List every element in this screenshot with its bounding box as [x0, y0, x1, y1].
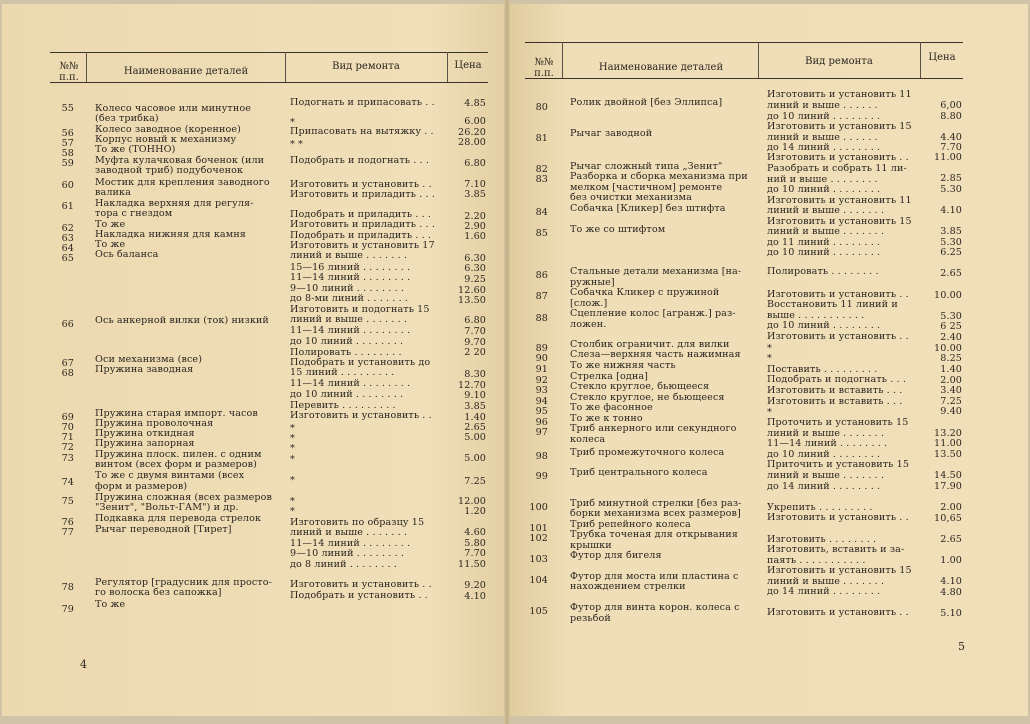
price-value: 1.40	[464, 412, 486, 423]
part-name: То же к тонно	[570, 413, 643, 424]
price-value: 3.40	[940, 385, 962, 396]
part-name: крышки	[570, 540, 612, 551]
repair-type: до 8-ми линий . . . . . . .	[290, 293, 409, 304]
repair-type: выше . . . . . . . . . . .	[767, 310, 865, 321]
repair-type: до 14 линий . . . . . . . .	[767, 586, 881, 597]
repair-type: Подогнать и припасовать . .	[290, 97, 435, 108]
row-number: 92	[535, 375, 548, 386]
row-number: 66	[61, 319, 74, 330]
repair-type: 11—14 линий . . . . . . . .	[290, 325, 411, 336]
row-number: 71	[61, 432, 74, 443]
repair-type: Изготовить и установить . .	[290, 579, 432, 590]
price-value: 5.30	[940, 237, 962, 248]
price-value: 1.60	[464, 231, 486, 242]
repair-type: до 14 линий . . . . . . . .	[767, 142, 881, 153]
price-value: 13.50	[458, 295, 486, 306]
repair-type: Подобрать и приладить . . .	[290, 209, 432, 220]
repair-type: до 10 линий . . . . . . . .	[767, 320, 881, 331]
row-number: 105	[529, 606, 548, 617]
part-name: [слож.]	[570, 298, 608, 309]
repair-type: Изготовить и вставить . . .	[767, 396, 903, 407]
part-name: Колесо заводное (коренное)	[95, 124, 242, 135]
repair-type: Изготовить и установить 15	[767, 121, 912, 132]
part-name: Муфта кулачковая боченок (или	[95, 155, 265, 166]
price-value: 13.20	[934, 428, 962, 439]
repair-type: 11—14 линий . . . . . . . .	[290, 538, 411, 549]
price-value: 11.00	[934, 152, 962, 163]
price-value: 7.25	[940, 396, 962, 407]
repair-type: до 11 линий . . . . . . . .	[767, 237, 881, 248]
row-number: 103	[529, 554, 548, 565]
row-number: 55	[61, 103, 74, 114]
part-name: То же (ТОННО)	[95, 144, 176, 155]
row-number: 72	[61, 442, 74, 453]
repair-type: Изготовить и установить 15	[767, 216, 912, 227]
row-number: 80	[535, 102, 548, 113]
part-name: Пружина плоск. пилен. с одним	[95, 449, 262, 460]
part-name: тора с гнездом	[95, 208, 173, 219]
price-value: 6.25	[940, 247, 962, 258]
part-name: То же	[95, 599, 126, 610]
repair-type: до 10 линий . . . . . . . .	[767, 449, 881, 460]
part-name: Футор для бигеля	[570, 550, 662, 561]
price-value: 4.60	[464, 527, 486, 538]
row-number: 89	[535, 343, 548, 354]
part-name: Ролик двойной [без Эллипса]	[570, 97, 723, 108]
part-name: Стекло круглое, не бьющееся	[570, 392, 725, 403]
header-num: №№ п.п.	[534, 57, 554, 79]
price-value: 10.00	[934, 290, 962, 301]
price-value: 5.00	[464, 453, 486, 464]
part-name: "Зенит", "Вольт-ГАМ") и др.	[95, 502, 239, 513]
repair-type: до 10 линий . . . . . . . .	[767, 184, 881, 195]
price-value: 2.65	[940, 534, 962, 545]
repair-type: Изготовить и установить 15	[767, 565, 912, 576]
repair-type: до 10 линий . . . . . . . .	[767, 111, 881, 122]
column-divider	[920, 42, 921, 78]
repair-type: *	[290, 443, 295, 454]
header-bottom-rule	[525, 78, 963, 79]
part-name: мелком [частичном] ремонте	[570, 182, 723, 193]
price-value: 26.20	[458, 127, 486, 138]
row-number: 58	[61, 148, 74, 159]
row-number: 102	[529, 533, 548, 544]
repair-type: *	[290, 496, 295, 507]
price-value: 4.10	[940, 576, 962, 587]
price-value: 5.00	[464, 432, 486, 443]
part-name: Пружина запорная	[95, 438, 195, 449]
part-name: Собачка Кликер с пружиной	[570, 287, 720, 298]
row-number: 61	[61, 201, 74, 212]
page-number: 4	[80, 658, 87, 671]
price-value: 5.30	[940, 184, 962, 195]
price-value: 7.70	[464, 548, 486, 559]
repair-type: *	[290, 454, 295, 465]
repair-type: Подобрать и установить до	[290, 357, 431, 368]
part-name: без очистки механизма	[570, 192, 692, 203]
price-value: 11.00	[934, 438, 962, 449]
price-value: 4.40	[940, 132, 962, 143]
repair-type: линий и выше . . . . . . .	[290, 250, 408, 261]
price-value: 6.80	[464, 315, 486, 326]
row-number: 63	[61, 233, 74, 244]
part-name: Подкавка для перевода стрелок	[95, 513, 262, 524]
part-name: нахождением стрелки	[570, 581, 686, 592]
part-name: ружные]	[570, 277, 615, 288]
repair-type: линий и выше . . . . . .	[767, 100, 878, 111]
part-name: ложен.	[570, 319, 607, 330]
row-number: 67	[61, 358, 74, 369]
repair-type: Разобрать и собрать 11 ли-	[767, 163, 907, 174]
part-name: Трубка точеная для открывания	[570, 529, 738, 540]
price-value: 9.10	[464, 390, 486, 401]
repair-type: Изготовить и установить . .	[290, 410, 432, 421]
part-name: Мостик для крепления заводного	[95, 177, 270, 188]
price-value: 2.00	[940, 502, 962, 513]
repair-type: линий и выше . . . . . .	[767, 132, 878, 143]
header-price: Цена	[928, 52, 956, 63]
part-name: То же нижняя часть	[570, 360, 676, 371]
price-value: 14.50	[934, 470, 962, 481]
price-value: 8.30	[464, 369, 486, 380]
price-value: 2.65	[464, 422, 486, 433]
row-number: 88	[535, 313, 548, 324]
price-value: 1.00	[940, 555, 962, 566]
part-name: резьбой	[570, 613, 611, 624]
price-value: 6.80	[464, 158, 486, 169]
repair-type: Припасовать на вытяжку . .	[290, 126, 434, 137]
row-number: 60	[61, 180, 74, 191]
repair-type: Восстановить 11 линий и	[767, 299, 898, 310]
column-divider	[285, 52, 286, 82]
price-value: 11.50	[458, 559, 486, 570]
row-number: 76	[61, 517, 74, 528]
repair-type: Изготовить и установить . .	[767, 331, 909, 342]
price-value: 5.10	[940, 608, 962, 619]
repair-type: Подобрать и подогнать . . .	[290, 155, 430, 166]
row-number: 93	[535, 385, 548, 396]
price-value: 1.20	[464, 506, 486, 517]
price-value: 1.40	[940, 364, 962, 375]
header-bottom-rule	[50, 82, 488, 83]
repair-type: Изготовить и установить . .	[767, 152, 909, 163]
column-divider	[447, 52, 448, 82]
price-value: 6.30	[464, 253, 486, 264]
price-value: 9.70	[464, 337, 486, 348]
repair-type: Изготовить и вставить . . .	[767, 385, 903, 396]
row-number: 90	[535, 353, 548, 364]
row-number: 87	[535, 291, 548, 302]
price-value: 12.70	[458, 380, 486, 391]
repair-type: *	[290, 423, 295, 434]
part-name: Триб промежуточного колеса	[570, 447, 725, 458]
part-name: заводной триб) подубоченок	[95, 165, 244, 176]
repair-type: Изготовить и установить 11	[767, 195, 912, 206]
price-value: 17.90	[934, 481, 962, 492]
price-value: 2.00	[940, 375, 962, 386]
repair-type: 11—14 линий . . . . . . . .	[290, 272, 411, 283]
repair-type: Изготовить и приладить . . .	[290, 189, 435, 200]
row-number: 79	[61, 604, 74, 615]
row-number: 100	[529, 502, 548, 513]
repair-type: Изготовить, вставить и за-	[767, 544, 905, 555]
header-repair: Вид ремонта	[805, 56, 873, 67]
part-name: борки механизма всех размеров]	[570, 508, 741, 519]
price-value: 9.40	[940, 406, 962, 417]
repair-type: 15 линий . . . . . . . . .	[290, 367, 395, 378]
part-name: Пружина проволочная	[95, 418, 214, 429]
part-name: Оси механизма (все)	[95, 354, 203, 365]
price-value: 10.00	[934, 343, 962, 354]
repair-type: Приточить и установить 15	[767, 459, 910, 470]
repair-type: Изготовить и установить 17	[290, 240, 435, 251]
row-number: 91	[535, 364, 548, 375]
column-divider	[758, 42, 759, 78]
price-value: 12.00	[458, 496, 486, 507]
price-value: 4.10	[940, 205, 962, 216]
repair-type: Изготовить и установить . .	[767, 512, 909, 523]
part-name: Корпус новый к механизму	[95, 134, 237, 145]
row-number: 85	[535, 228, 548, 239]
part-name: Пружина откидная	[95, 428, 195, 439]
price-value: 4.10	[464, 591, 486, 602]
repair-type: линий и выше . . . . . . .	[767, 205, 885, 216]
repair-type: *	[290, 117, 295, 128]
row-number: 74	[61, 477, 74, 488]
part-name: Триб центрального колеса	[570, 467, 708, 478]
price-value: 8.80	[940, 111, 962, 122]
repair-type: линий и выше . . . . . . .	[290, 314, 408, 325]
repair-type: Поставить . . . . . . . . .	[767, 364, 878, 375]
column-divider	[86, 52, 87, 82]
row-number: 70	[61, 422, 74, 433]
part-name: колеса	[570, 434, 606, 445]
part-name: Пружина старая импорт. часов	[95, 408, 258, 419]
repair-type: Укрепить . . . . . . . . .	[767, 502, 873, 513]
repair-type: Изготовить и установить 11	[767, 89, 912, 100]
repair-type: Изготовить и установить . .	[290, 179, 432, 190]
row-number: 94	[535, 396, 548, 407]
repair-type: 9—10 линий . . . . . . . .	[290, 283, 405, 294]
repair-type: линий и выше . . . . . . .	[290, 527, 408, 538]
header-num: №№ п.п.	[59, 61, 79, 83]
repair-type: Изготовить по образцу 15	[290, 517, 425, 528]
row-number: 78	[61, 582, 74, 593]
repair-type: Полировать . . . . . . . .	[290, 347, 402, 358]
row-number: 96	[535, 417, 548, 428]
price-value: 10,65	[934, 513, 962, 524]
repair-type: Подобрать и приладить . . .	[290, 230, 432, 241]
repair-type: линий и выше . . . . . . .	[767, 226, 885, 237]
price-value: 4.80	[940, 587, 962, 598]
repair-type: до 10 линий . . . . . . . .	[767, 247, 881, 258]
row-number: 99	[535, 471, 548, 482]
part-name: Стрелка [одна]	[570, 371, 649, 382]
row-number: 82	[535, 164, 548, 175]
part-name: го волоска без сапожка]	[95, 587, 222, 598]
price-value: 5.80	[464, 538, 486, 549]
part-name: Рычаг сложный типа „Зенит"	[570, 161, 723, 172]
part-name: винтом (всех форм и размеров)	[95, 459, 258, 470]
repair-type: *	[767, 343, 772, 354]
price-value: 7.70	[940, 142, 962, 153]
price-value: 2.20	[464, 211, 486, 222]
row-number: 98	[535, 451, 548, 462]
part-name: Слеза—верхняя часть нажимная	[570, 349, 741, 360]
row-number: 84	[535, 207, 548, 218]
price-value: 4.85	[464, 98, 486, 109]
part-name: Футор для моста или пластина с	[570, 571, 739, 582]
price-value: 12.60	[458, 285, 486, 296]
header-top-rule	[50, 52, 488, 53]
part-name: Триб репейного колеса	[570, 519, 691, 530]
repair-type: *	[290, 433, 295, 444]
price-value: 9.20	[464, 580, 486, 591]
row-number: 83	[535, 174, 548, 185]
repair-type: 11—14 линий . . . . . . . .	[767, 438, 888, 449]
part-name: Разборка и сборка механизма при	[570, 171, 748, 182]
part-name: валика	[95, 187, 131, 198]
part-name: Пружина заводная	[95, 364, 194, 375]
price-value: 28.00	[458, 137, 486, 148]
row-number: 104	[529, 575, 548, 586]
row-number: 56	[61, 128, 74, 139]
price-value: 2.65	[940, 268, 962, 279]
row-number: 57	[61, 138, 74, 149]
left-page	[2, 4, 506, 716]
repair-type: линий и выше . . . . . . .	[767, 576, 885, 587]
price-value: 2.40	[940, 332, 962, 343]
repair-type: Перевить . . . . . . . . .	[290, 400, 396, 411]
repair-type: * *	[290, 139, 303, 150]
part-name: То же	[95, 239, 126, 250]
repair-type: *	[290, 506, 295, 517]
price-value: 3.85	[464, 401, 486, 412]
part-name: Рычаг переводной [Тирет]	[95, 524, 232, 535]
repair-type: *	[767, 407, 772, 418]
row-number: 59	[61, 158, 74, 169]
part-name: Триб минутной стрелки [без раз-	[570, 498, 742, 509]
repair-type: Подобрать и установить . .	[290, 590, 428, 601]
book-gutter	[504, 0, 510, 724]
header-repair: Вид ремонта	[332, 61, 400, 72]
repair-type: Полировать . . . . . . . .	[767, 266, 879, 277]
part-name: Собачка [Кликер] без штифта	[570, 203, 726, 214]
repair-type: паять . . . . . . . . . . .	[767, 555, 866, 566]
row-number: 75	[61, 496, 74, 507]
price-value: 8.25	[940, 353, 962, 364]
part-name: То же со штифтом	[570, 224, 666, 235]
repair-type: до 14 линий . . . . . . . .	[767, 481, 881, 492]
repair-type: Проточить и установить 15	[767, 417, 909, 428]
part-name: Пружина сложная (всех размеров	[95, 492, 273, 503]
part-name: Футор для винта корон. колеса с	[570, 602, 740, 613]
price-value: 5.30	[940, 311, 962, 322]
header-price: Цена	[454, 60, 482, 71]
price-value: 6,00	[940, 100, 962, 111]
price-value: 9.25	[464, 274, 486, 285]
price-value: 7.10	[464, 179, 486, 190]
repair-type: линий и выше . . . . . . .	[767, 428, 885, 439]
part-name: Триб анкерного или секундного	[570, 423, 737, 434]
repair-type: 9—10 линий . . . . . . . .	[290, 548, 405, 559]
repair-type: *	[767, 353, 772, 364]
part-name: Накладка верхняя для регуля-	[95, 198, 254, 209]
part-name: Сцепление колос [агранж.] раз-	[570, 308, 736, 319]
repair-type: 15—16 линий . . . . . . . .	[290, 262, 411, 273]
price-value: 3.85	[940, 226, 962, 237]
part-name: Стекло круглое, бьющееся	[570, 381, 710, 392]
price-value: 6 25	[940, 321, 962, 332]
price-value: 7.70	[464, 326, 486, 337]
repair-type: Изготовить и приладить . . .	[290, 219, 435, 230]
price-value: 2.90	[464, 221, 486, 232]
row-number: 62	[61, 223, 74, 234]
part-name: Ось баланса	[95, 249, 159, 260]
part-name: Рычаг заводной	[570, 128, 653, 139]
repair-type: *	[290, 475, 295, 486]
price-value: 6.30	[464, 263, 486, 274]
repair-type: Изготовить и установить . .	[767, 607, 909, 618]
repair-type: Изготовить . . . . . . . .	[767, 534, 877, 545]
price-value: 2 20	[464, 347, 486, 358]
repair-type: 11—14 линий . . . . . . . .	[290, 378, 411, 389]
part-name: Столбик ограничит. для вилки	[570, 339, 730, 350]
row-number: 77	[61, 527, 74, 538]
column-divider	[562, 42, 563, 78]
page-number: 5	[958, 640, 965, 653]
row-number: 97	[535, 427, 548, 438]
part-name: Регулятор [градусник для просто-	[95, 577, 272, 588]
header-top-rule	[525, 42, 963, 43]
header-name: Наименование деталей	[123, 66, 249, 77]
part-name: То же фасонное	[570, 402, 653, 413]
part-name: (без трибка)	[95, 113, 159, 124]
repair-type: до 8 линий . . . . . . . .	[290, 559, 397, 570]
price-value: 3.85	[464, 189, 486, 200]
repair-type: ний и выше . . . . . . . .	[767, 174, 878, 185]
row-number: 101	[529, 523, 548, 534]
part-name: Стальные детали механизма [на-	[570, 266, 742, 277]
part-name: форм и размеров)	[95, 481, 188, 492]
part-name: Ось анкерной вилки (ток) низкий	[95, 315, 269, 326]
repair-type: Изготовить и установить . .	[767, 289, 909, 300]
price-value: 13.50	[934, 449, 962, 460]
repair-type: Изготовить и подогнать 15	[290, 304, 430, 315]
price-value: 7.25	[464, 476, 486, 487]
repair-type: до 10 линий . . . . . . . .	[290, 336, 404, 347]
row-number: 68	[61, 368, 74, 379]
part-name: Колесо часовое или минутное	[95, 103, 251, 114]
price-value: 6.00	[464, 116, 486, 127]
row-number: 86	[535, 270, 548, 281]
header-name: Наименование деталей	[598, 62, 724, 73]
row-number: 64	[61, 243, 74, 254]
repair-type: линий и выше . . . . . . .	[767, 470, 885, 481]
repair-type: Подобрать и подогнать . . .	[767, 374, 907, 385]
part-name: То же с двумя винтами (всех	[95, 470, 245, 481]
part-name: То же	[95, 219, 126, 230]
row-number: 73	[61, 453, 74, 464]
row-number: 81	[535, 133, 548, 144]
repair-type: до 10 линий . . . . . . . .	[290, 389, 404, 400]
part-name: Накладка нижняя для камня	[95, 229, 246, 240]
row-number: 69	[61, 412, 74, 423]
row-number: 65	[61, 253, 74, 264]
row-number: 95	[535, 406, 548, 417]
price-value: 2.85	[940, 173, 962, 184]
